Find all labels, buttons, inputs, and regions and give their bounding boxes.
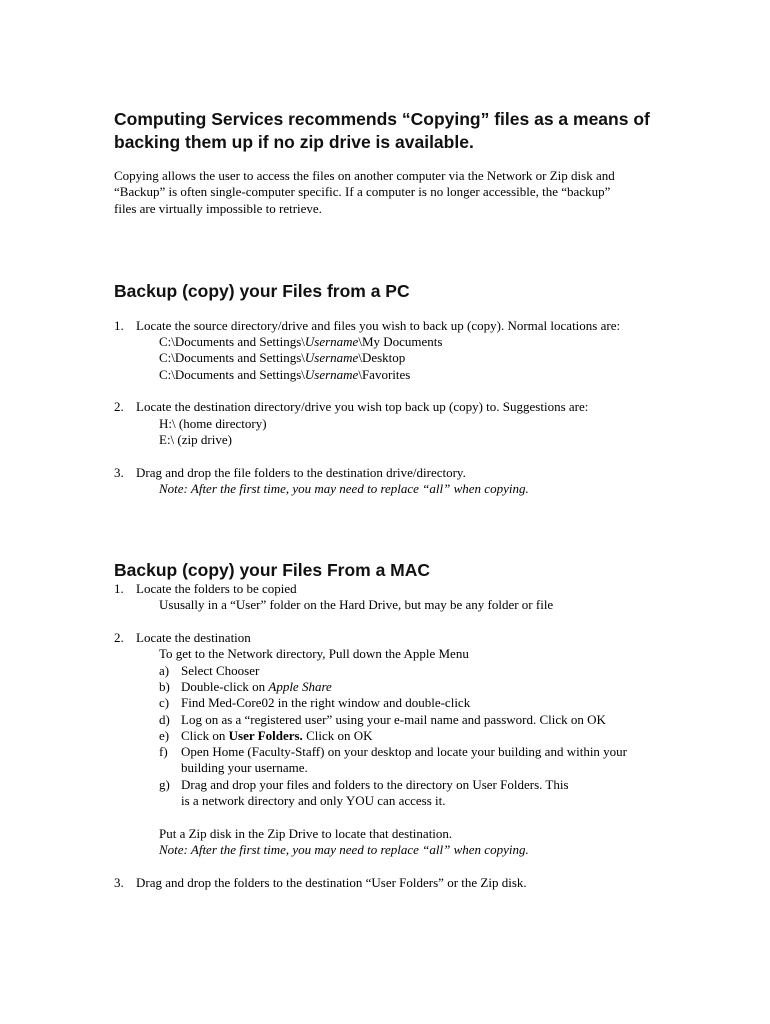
pc-step-2-text: Locate the destination directory/drive you wish top back up (copy) to. Suggestions are: [136,399,589,415]
pc-step-1 [114,318,674,334]
path-my-documents: C:\Documents and Settings\Username\My Documents [159,334,443,350]
suggestion-zip-drive: E:\ (zip drive) [159,431,232,447]
path-favorites: C:\Documents and Settings\Username\Favorites [159,366,411,382]
pc-source-paths [114,334,674,383]
mac-substep-a: a) Select Chooser [159,662,260,678]
pc-step-2 [114,399,674,415]
mac-step-3-number: 3. [114,874,124,890]
mac-step-2-text: Locate the destination [136,630,251,646]
intro-line-2: “Backup” is often single-computer specific. If a computer is no longer accessible, the “backup” [114,184,611,200]
pc-step-3 [114,465,674,481]
mac-network-intro: To get to the Network directory, Pull down the Apple Menu [159,646,469,662]
mac-step-1-number: 1. [114,581,124,597]
pc-destination-suggestions [114,416,674,449]
mac-step-1 [114,581,674,597]
pc-step-1-number: 1. [114,317,124,333]
pc-step-3-text: Drag and drop the file folders to the destination drive/directory. [136,464,466,480]
pc-step-2-number: 2. [114,399,124,415]
mac-step-3 [114,875,674,891]
pc-steps-list [114,318,674,497]
main-heading [114,108,674,154]
mac-zip-instruction: Put a Zip disk in the Zip Drive to locate that destination. [159,825,453,841]
mac-substep-g: g) Drag and drop your files and folders to the directory on User Folders. This is a network directory and only YOU can access it. [159,776,569,809]
intro-line-1: Copying allows the user to access the files on another computer via the Network or Zip disk and [114,168,615,183]
main-heading-line-2: backing them up if no zip drive is available. [114,132,474,152]
mac-step-2 [114,630,674,646]
mac-step-1-text: Locate the folders to be copied [136,581,297,597]
pc-note: Note: After the first time, you may need to replace “all” when copying. [159,480,529,496]
intro-line-3: files are virtually impossible to retrieve. [114,200,322,216]
pc-step-1-text: Locate the source directory/drive and files you wish to back up (copy). Normal locations are: [136,317,621,333]
mac-step-2-number: 2. [114,630,124,646]
mac-substep-f: f) Open Home (Faculty-Staff) on your desktop and locate your building and within your building your username. [159,744,628,776]
main-heading-line-1: Computing Services recommends “Copying” files as a means of [114,109,650,129]
mac-step-1-detail: Ususally in a “User” folder on the Hard Drive, but may be any folder or file [159,597,554,613]
pc-section-heading: Backup (copy) your Files from a PC [114,280,410,301]
mac-substep-e: e) Click on User Folders. Click on OK [159,727,373,743]
suggestion-home-directory: H:\ (home directory) [159,415,267,431]
path-desktop: C:\Documents and Settings\Username\Desktop [159,350,406,366]
document-page [114,108,674,891]
intro-paragraph [114,168,674,217]
mac-steps-list [114,581,674,891]
mac-substep-b: b) Double-click on Apple Share [159,678,332,694]
mac-step-3-text: Drag and drop the folders to the destination “User Folders” or the Zip disk. [136,874,527,890]
mac-section-heading: Backup (copy) your Files From a MAC [114,560,431,581]
mac-substep-d: d) Log on as a “registered user” using your e-mail name and password. Click on OK [159,711,606,727]
mac-note: Note: After the first time, you may need to replace “all” when copying. [159,841,529,857]
pc-step-3-number: 3. [114,464,124,480]
mac-substep-c: c) Find Med-Core02 in the right window and double-click [159,695,471,711]
